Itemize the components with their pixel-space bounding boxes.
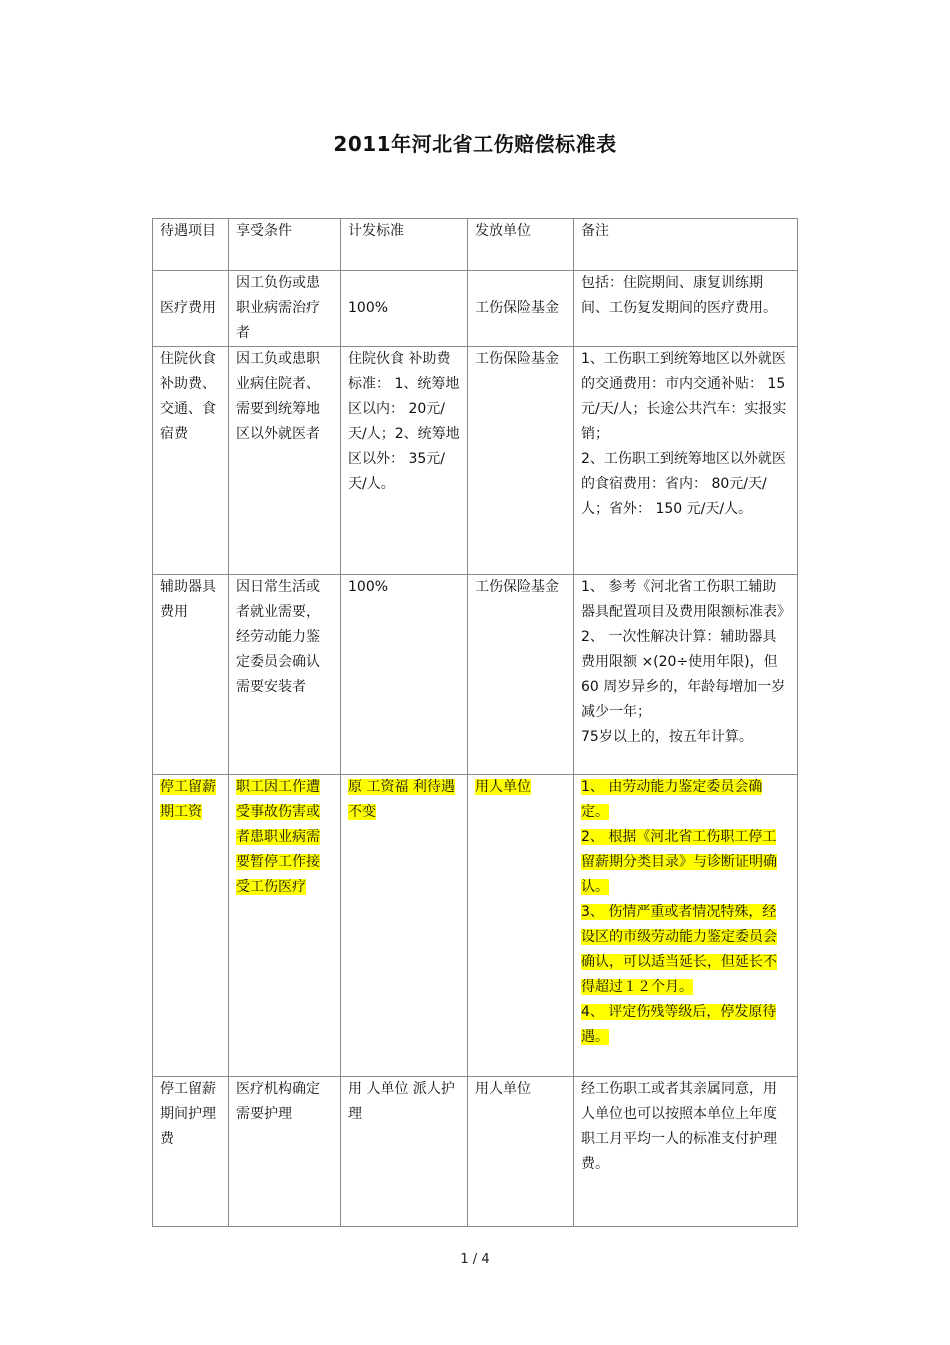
header-item: 待遇项目 [153,219,229,271]
table-header-row [153,219,798,271]
row-standard: 100% [341,575,468,775]
note-line [581,825,790,900]
row-payer: 用人单位 [468,1077,574,1227]
row-condition: 因工负伤或患职业病需治疗者 [229,271,341,347]
row-note [574,775,798,1077]
row-payer: 工伤保险基金 [468,575,574,775]
header-condition: 享受条件 [229,219,341,271]
table-row [153,271,798,347]
row-note [574,347,798,575]
row-condition: 医疗机构确定需要护理 [229,1077,341,1227]
row-standard: 住院伙食 补助费标准： 1、统筹地区以内： 20元/天/人；2、统筹地区以外： 35元/天/人。 [341,347,468,575]
table-row [153,1077,798,1227]
row-note [574,271,798,347]
highlighted-text: 2、 根据《河北省工伤职工停工留薪期分类目录》与诊断证明确认。 [581,829,777,895]
note-line: 75岁以上的，按五年计算。 [581,729,753,745]
note-line: 1、 参考《河北省工伤职工辅助器具配置项目及费用限额标准表》 [581,579,791,620]
highlighted-text: 3、 伤情严重或者情况特殊，经设区的市级劳动能力鉴定委员会确认，可以适当延长，但延长不得超过１２个月。 [581,904,777,995]
row-note [574,575,798,775]
header-standard: 计发标准 [341,219,468,271]
row-item: 停工留薪期间护理费 [153,1077,229,1227]
note-line [581,775,790,825]
note-line: 经工伤职工或者其亲属同意，用人单位也可以按照本单位上年度职工月平均一人的标准支付护理费。 [581,1081,777,1172]
row-payer: 工伤保险基金 [468,271,574,347]
page-number: 1 / 4 [460,1252,490,1267]
note-line: 包括：住院期间、康复训练期间、工伤复发期间的医疗费用。 [581,275,777,316]
row-item: 住院伙食补助费、交通、食宿费 [153,347,229,575]
row-item [153,775,229,1077]
compensation-table [152,218,798,1227]
row-payer: 工伤保险基金 [468,347,574,575]
row-condition: 因日常生活或者就业需要，经劳动能力鉴定委员会确认需要安装者 [229,575,341,775]
table-row-highlighted [153,775,798,1077]
row-standard [341,775,468,1077]
row-payer [468,775,574,1077]
row-standard: 100% [341,271,468,347]
row-note [574,1077,798,1227]
page-title: 2011年河北省工伤赔偿标准表 [333,132,617,156]
note-line [581,1000,790,1050]
highlighted-text: 用人单位 [475,779,531,795]
row-condition: 因工负或患职业病住院者、需要到统筹地区以外就医者 [229,347,341,575]
note-line: 2、 一次性解决计算：辅助器具费用限额 ×(20÷使用年限)，但 60 周岁异乡的，年龄每增加一岁减少一年； [581,629,786,720]
highlighted-text: 4、 评定伤残等级后，停发原待遇。 [581,1004,777,1045]
row-condition [229,775,341,1077]
header-note: 备注 [574,219,798,271]
highlighted-text: 1、 由劳动能力鉴定委员会确定。 [581,779,763,820]
row-item: 辅助器具费用 [153,575,229,775]
header-payer: 发放单位 [468,219,574,271]
table-row [153,347,798,575]
table-row [153,575,798,775]
row-standard: 用 人单位 派人护理 [341,1077,468,1227]
note-line [581,900,790,1000]
row-item: 医疗费用 [153,271,229,347]
highlighted-text: 职工因工作遭受事故伤害或者患职业病需要暂停工作接受工伤医疗 [236,779,320,895]
note-line: 1、工伤职工到统筹地区以外就医的交通费用：市内交通补贴： 15元/天/人；长途公共汽车：实报实销； [581,351,787,442]
highlighted-text: 原 工资福 利待遇不变 [348,779,455,820]
note-line: 2、工伤职工到统筹地区以外就医的食宿费用：省内： 80元/天/人；省外： 150 元/天/人。 [581,451,786,517]
highlighted-text: 停工留薪期工资 [160,779,216,820]
